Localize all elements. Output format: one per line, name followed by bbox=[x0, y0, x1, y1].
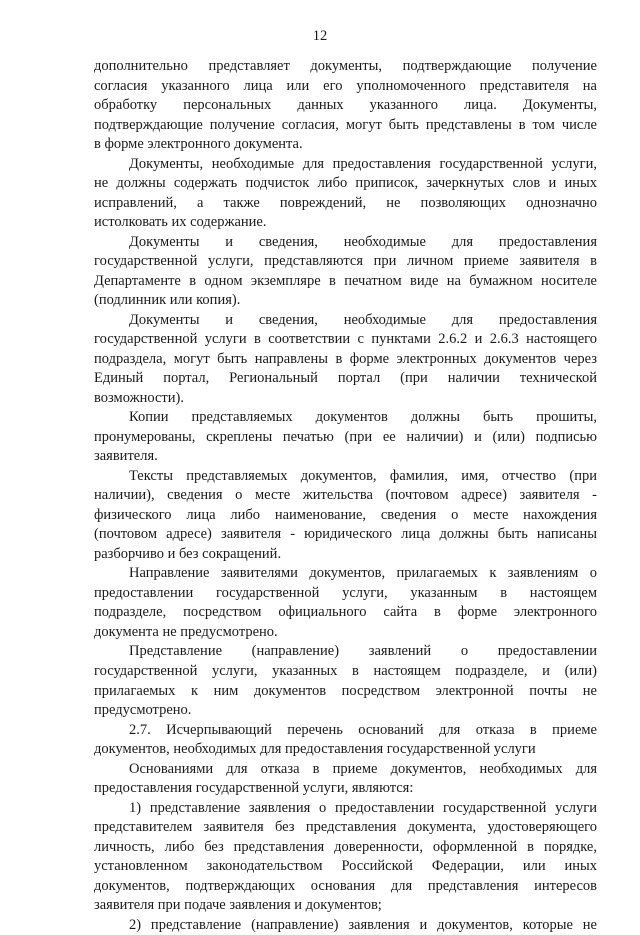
text-line: документов, подтверждающих основания для представления интересов bbox=[94, 877, 597, 894]
text-line: предусмотрено. bbox=[94, 702, 192, 719]
list-item bbox=[94, 799, 597, 916]
text-line: возможности). bbox=[94, 389, 184, 406]
text-line: прилагаемых к ним документов посредством электронной почты не bbox=[94, 682, 597, 699]
text-line: разборчиво и без сокращений. bbox=[94, 545, 282, 562]
text-line: Основаниями для отказа в приеме документов, необходимых для bbox=[129, 760, 597, 777]
text-line: документа не предусмотрено. bbox=[94, 623, 278, 640]
paragraph bbox=[94, 760, 597, 799]
text-line: подтверждающие получение согласия, могут быть представлены в том числе bbox=[94, 116, 597, 133]
text-line: предоставления государственной услуги, являются: bbox=[94, 780, 414, 797]
text-line: Документы, необходимые для предоставления государственной услуги, bbox=[129, 155, 597, 172]
text-line: истолковать их содержание. bbox=[94, 214, 267, 231]
text-line: заявителя. bbox=[94, 448, 158, 465]
text-line: Единый портал, Региональный портал (при наличии технической bbox=[94, 370, 597, 387]
body-text bbox=[94, 57, 597, 935]
page-number: 12 bbox=[312, 28, 328, 44]
paragraph bbox=[94, 155, 597, 233]
text-line: Департаменте в одном экземпляре в печатном виде на бумажном носителе bbox=[94, 272, 597, 289]
text-line: предоставлении государственной услуги, указанным в настоящем bbox=[94, 584, 597, 601]
text-line: Копии представляемых документов должны быть прошиты, bbox=[129, 409, 597, 426]
text-line: Направление заявителями документов, прилагаемых к заявлениям о bbox=[129, 565, 597, 582]
text-line: дополнительно представляет документы, подтверждающие получение bbox=[94, 58, 597, 74]
text-line: подраздела, могут быть направлены в форме электронных документов через bbox=[94, 350, 597, 367]
text-line: не должны содержать подчисток либо приписок, зачеркнутых слов и иных bbox=[94, 175, 597, 192]
text-line: документов, необходимых для предоставления государственной услуги bbox=[94, 741, 536, 758]
text-line: государственной услуги, указанных в настоящем подразделе, и (или) bbox=[94, 662, 597, 679]
text-line: Тексты представляемых документов, фамилия, имя, отчество (при bbox=[129, 467, 597, 484]
text-line: заявителя при подаче заявления и документов; bbox=[94, 897, 382, 914]
paragraph bbox=[94, 233, 597, 311]
text-line: исправлений, а также повреждений, не позволяющих однозначно bbox=[94, 194, 597, 211]
text-line: Документы и сведения, необходимые для предоставления bbox=[129, 233, 597, 250]
text-line: согласия указанного лица или его уполномоченного представителя на bbox=[94, 77, 597, 94]
text-line: пронумерованы, скреплены печатью (при ее наличии) и (или) подписью bbox=[94, 428, 597, 445]
text-line: (почтовом адресе) заявителя - юридического лица должны быть написаны bbox=[94, 526, 597, 543]
text-line: установленном законодательством Российской Федерации, или иных bbox=[94, 858, 597, 875]
text-line: 1) представление заявления о предоставлении государственной услуги bbox=[129, 799, 597, 816]
text-line: наличии), сведения о месте жительства (почтовом адресе) заявителя - bbox=[94, 487, 597, 504]
paragraph bbox=[94, 467, 597, 565]
text-line: обработку персональных данных указанного лица. Документы, bbox=[94, 97, 597, 114]
text-line: подразделе, посредством официального сайта в форме электронного bbox=[94, 604, 597, 621]
text-line: личность, либо без представления доверенности, оформленной в порядке, bbox=[94, 838, 597, 855]
text-line: государственной услуги, представляются при личном приеме заявителя в bbox=[94, 253, 597, 270]
text-line: физического лица либо наименование, сведения о месте нахождения bbox=[94, 506, 597, 523]
text-line: представителем заявителя без представления документа, удостоверяющего bbox=[94, 819, 597, 836]
paragraph bbox=[94, 642, 597, 720]
list-item bbox=[94, 916, 597, 935]
text-line: 2.7. Исчерпывающий перечень оснований для отказа в приеме bbox=[129, 721, 597, 738]
text-line: Документы и сведения, необходимые для предоставления bbox=[129, 311, 597, 328]
paragraph bbox=[94, 564, 597, 642]
text-line: 2) представление (направление) заявления и документов, которые не bbox=[129, 916, 597, 933]
paragraph bbox=[94, 408, 597, 467]
section-heading bbox=[94, 721, 597, 760]
text-line: Представление (направление) заявлений о предоставлении bbox=[129, 643, 597, 660]
text-line: государственной услуги в соответствии с пунктами 2.6.2 и 2.6.3 настоящего bbox=[94, 331, 597, 348]
paragraph bbox=[94, 311, 597, 409]
text-line: в форме электронного документа. bbox=[94, 136, 303, 153]
paragraph bbox=[94, 57, 597, 155]
text-line: (подлинник или копия). bbox=[94, 292, 241, 309]
